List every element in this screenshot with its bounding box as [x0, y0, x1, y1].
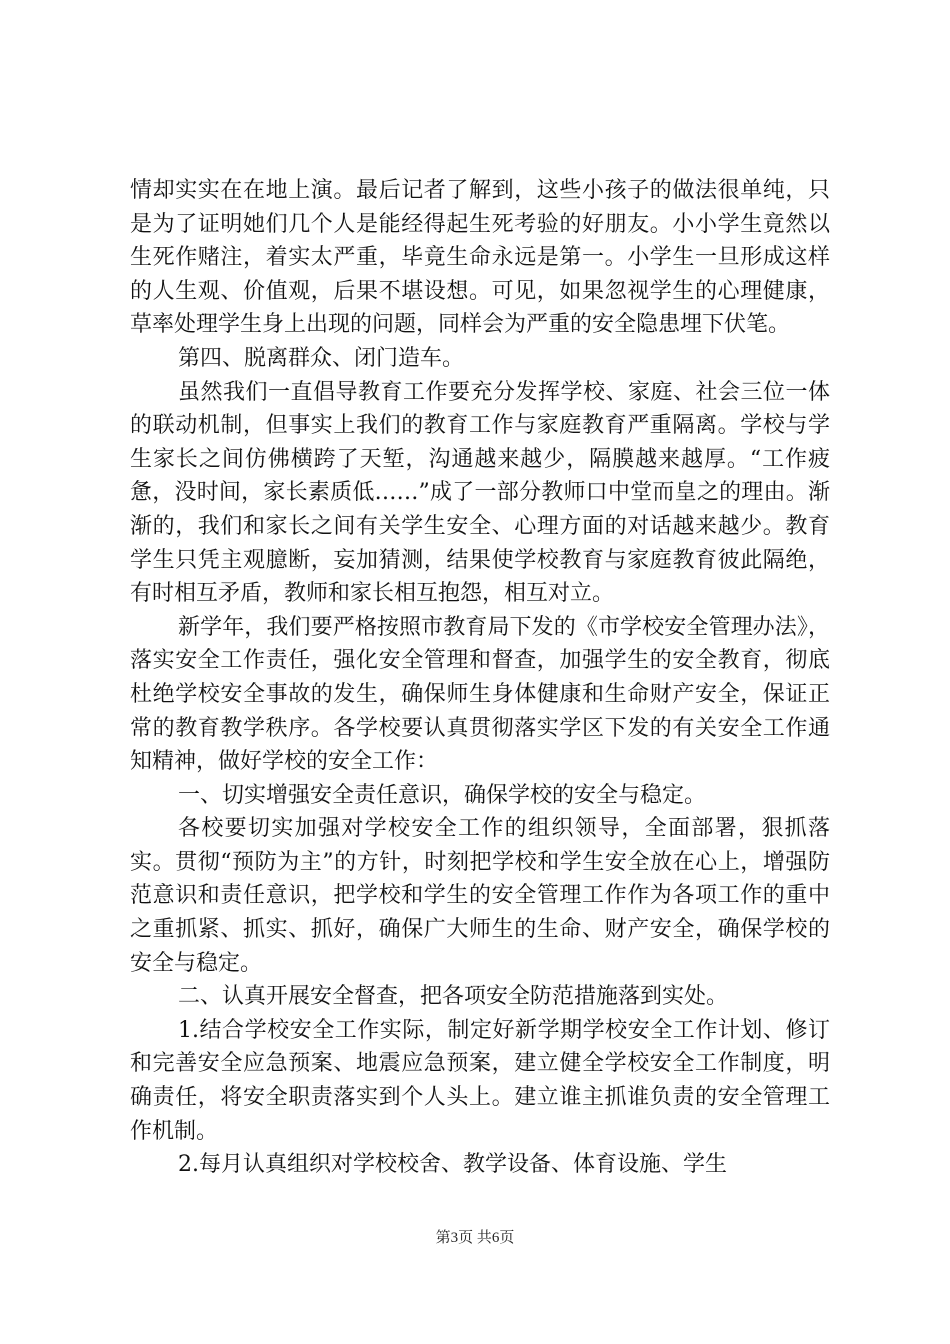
paragraph-1: 情却实实在在地上演。最后记者了解到，这些小孩子的做法很单纯，只是为了证明她们几个人是能经得起生死考验的好朋友。小小学生竟然以生死作赌注，着实太严重，毕竟生命永远是第一。小学生一旦形成这样的人生观、价值观，后果不堪设想。可见，如果忽视学生的心理健康，草率处理学生身上出现的问题，同样会为严重的安全隐患埋下伏笔。 — [130, 178, 830, 338]
paragraph-6: 各校要切实加强对学校安全工作的组织领导，全面部署，狠抓落实。贯彻“预防为主”的方针，时刻把学校和学生安全放在心上，增强防范意识和责任意识，把学校和学生的安全管理工作作为各项工作的重中之重抓紧、抓实、抓好，确保广大师生的生命、财产安全，确保学校的安全与稳定。 — [130, 816, 830, 976]
paragraph-8-item-1: 1.结合学校安全工作实际，制定好新学期学校安全工作计划、修订和完善安全应急预案、地震应急预案，建立健全学校安全工作制度，明确责任，将安全职责落实到个人头上。建立谁主抓谁负责的安全管理工作机制。 — [130, 1017, 830, 1144]
paragraph-7-heading: 二、认真开展安全督查，把各项安全防范措施落到实处。 — [178, 984, 729, 1010]
document-body — [130, 174, 830, 1182]
paragraph-2-heading: 第四、脱离群众、闭门造车。 — [178, 345, 465, 371]
paragraph-5-heading: 一、切实增强安全责任意识，确保学校的安全与稳定。 — [178, 782, 707, 808]
page-number-footer: 第3页 共6页 — [435, 1230, 515, 1246]
paragraph-9-item-2: 2.每月认真组织对学校校舍、教学设备、体育设施、学生 — [178, 1152, 727, 1178]
paragraph-3: 虽然我们一直倡导教育工作要充分发挥学校、家庭、社会三位一体的联动机制，但事实上我们的教育工作与家庭教育严重隔离。学校与学生家长之间仿佛横跨了天堑，沟通越来越少，隔膜越来越厚。“工作疲惫，没时间，家长素质低……”成了一部分教师口中堂而皇之的理由。渐渐的，我们和家长之间有关学生安全、心理方面的对话越来越少。教育学生只凭主观臆断，妄加猜测，结果使学校教育与家庭教育彼此隔绝，有时相互矛盾，教师和家长相互抱怨，相互对立。 — [130, 379, 830, 607]
paragraph-4: 新学年，我们要严格按照市教育局下发的《市学校安全管理办法》，落实安全工作责任，强化安全管理和督查，加强学生的安全教育，彻底杜绝学校安全事故的发生，确保师生身体健康和生命财产安全，保证正常的教育教学秩序。各学校要认真贯彻落实学区下发的有关安全工作通知精神，做好学校的安全工作： — [130, 614, 830, 775]
